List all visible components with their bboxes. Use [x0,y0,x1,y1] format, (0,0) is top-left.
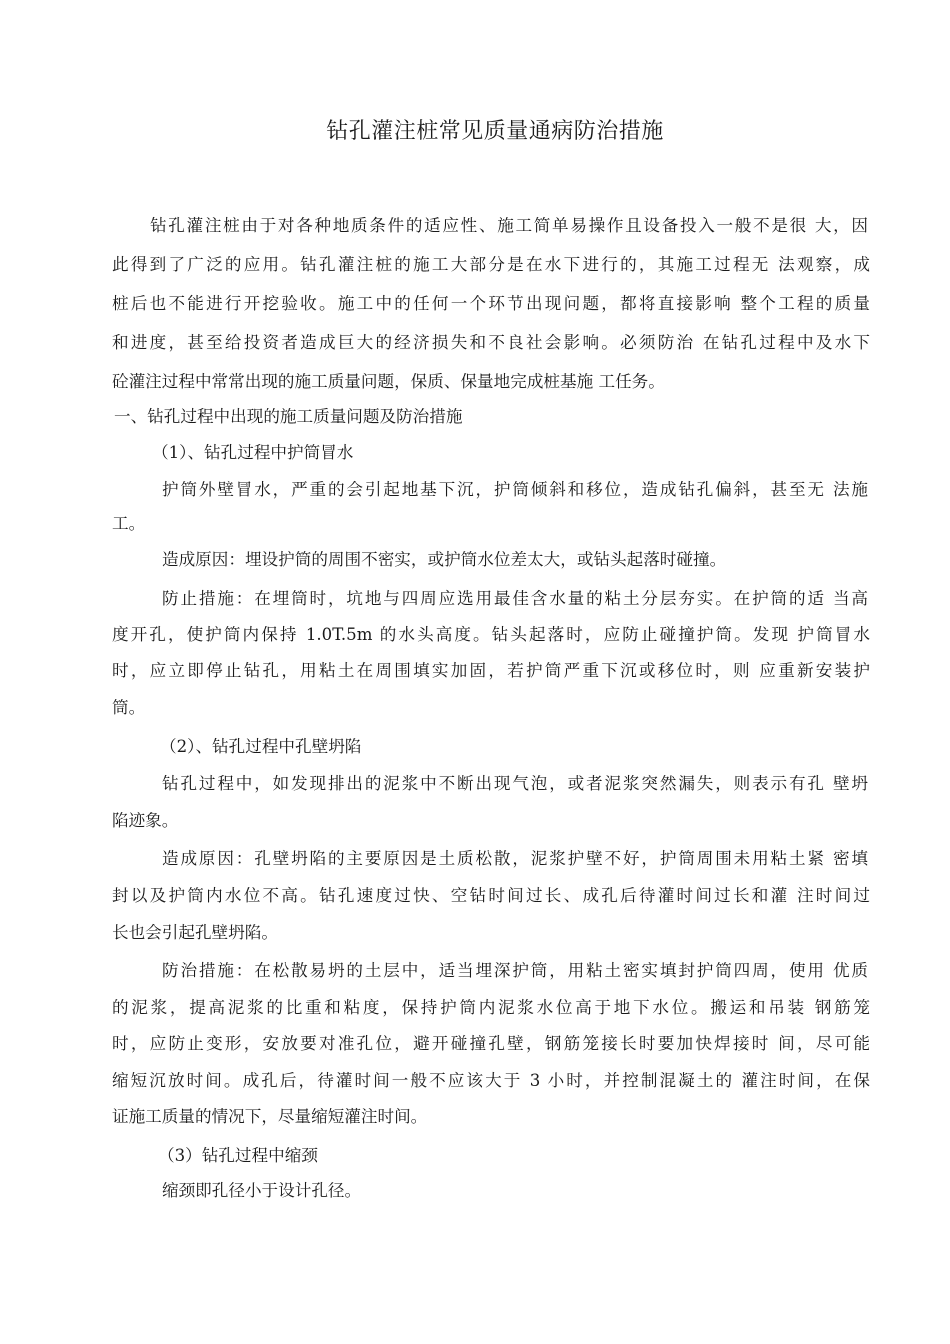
paragraph-line: 和进度，甚至给投资者造成巨大的经济损失和不良社会影响。必须防治 在钻孔过程中及水下 [112,333,870,352]
subsection-heading: （1）、钻孔过程中护筒冒水 [152,443,354,462]
paragraph-line: 缩颈即孔径小于设计孔径。 [162,1181,362,1200]
paragraph-line: 长也会引起孔壁坍陷。 [112,923,278,942]
paragraph-line: 缩短沉放时间。成孔后，待灌时间一般不应该大于 3 小时，并控制混凝土的 灌注时间，在保 [112,1071,870,1090]
paragraph-line: 造成原因：孔壁坍陷的主要原因是土质松散，泥浆护壁不好，护筒周围未用粘土紧 密填 [162,849,868,868]
paragraph-line: 度开孔，使护筒内保持 1.0T.5m 的水头高度。钻头起落时，应防止碰撞护筒。发现 护筒冒水 [112,625,870,644]
paragraph-line: 此得到了广泛的应用。钻孔灌注桩的施工大部分是在水下进行的，其施工过程无 法观察，成 [112,255,870,274]
paragraph-line: 砼灌注过程中常常出现的施工质量问题，保质、保量地完成桩基施 工任务。 [112,372,665,391]
paragraph-line: 的泥浆，提高泥浆的比重和粘度，保持护筒内泥浆水位高于地下水位。搬运和吊装 钢筋笼 [112,998,870,1017]
paragraph-line: 护筒外壁冒水，严重的会引起地基下沉，护筒倾斜和移位，造成钻孔偏斜，甚至无 法施 [162,480,868,499]
paragraph-line: 桩后也不能进行开挖验收。施工中的任何一个环节出现问题，都将直接影响 整个工程的质量 [112,294,870,313]
paragraph-line: 陷迹象。 [112,811,179,830]
paragraph-line: 钻孔过程中，如发现排出的泥浆中不断出现气泡，或者泥浆突然漏失，则表示有孔 壁坍 [162,774,868,793]
subsection-heading: （2）、钻孔过程中孔壁坍陷 [160,737,362,756]
paragraph-line: 时，应立即停止钻孔，用粘土在周围填实加固，若护筒严重下沉或移位时，则 应重新安装护 [112,661,870,680]
paragraph-line: 钻孔灌注桩由于对各种地质条件的适应性、施工简单易操作且设备投入一般不是很 大，因 [150,216,868,235]
subsection-heading: （3）钻孔过程中缩颈 [158,1146,318,1165]
paragraph-line: 筒。 [112,698,146,717]
paragraph-line: 造成原因：埋设护筒的周围不密实，或护筒水位差太大，或钻头起落时碰撞。 [162,550,727,569]
paragraph-line: 工。 [112,514,146,533]
document-title: 钻孔灌注桩常见质量通病防治措施 [326,119,664,144]
paragraph-line: 时，应防止变形，安放要对准孔位，避开碰撞孔壁，钢筋笼接长时要加快焊接时 间，尽可能 [112,1034,870,1053]
section-heading: 一、钻孔过程中出现的施工质量问题及防治措施 [114,407,463,426]
paragraph-line: 防止措施：在埋筒时，坑地与四周应选用最佳含水量的粘土分层夯实。在护筒的适 当高 [162,589,868,608]
paragraph-line: 封以及护筒内水位不高。钻孔速度过快、空钻时间过长、成孔后待灌时间过长和灌 注时间过 [112,886,870,905]
paragraph-line: 证施工质量的情况下，尽量缩短灌注时间。 [112,1107,428,1126]
paragraph-line: 防治措施：在松散易坍的土层中，适当埋深护筒，用粘土密实填封护筒四周，使用 优质 [162,961,868,980]
